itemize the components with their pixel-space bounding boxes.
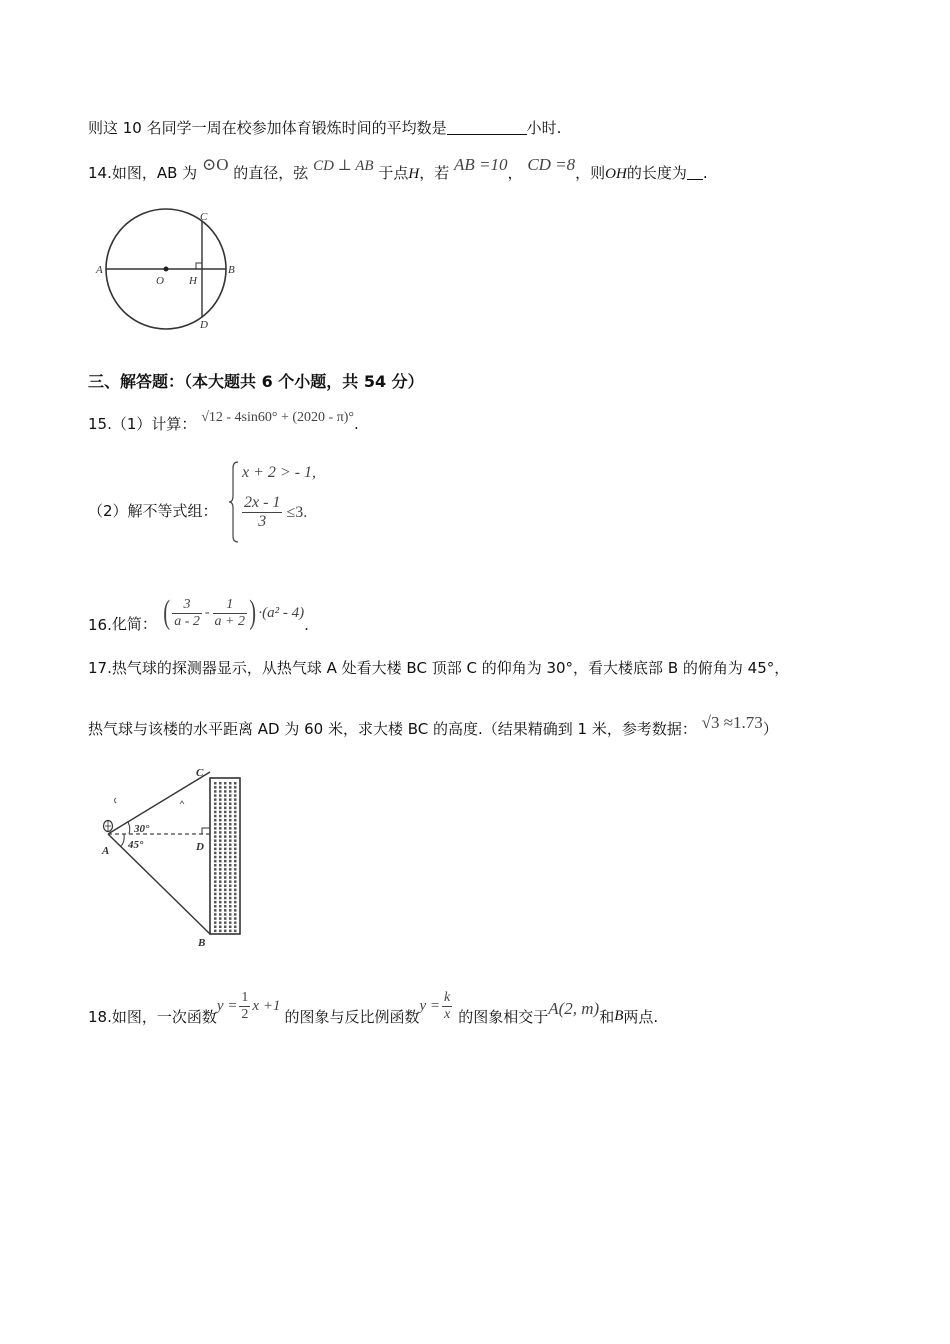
window-dot	[219, 819, 222, 822]
question-18	[88, 990, 658, 1027]
window-dot	[214, 926, 217, 929]
linear-lhs: y =	[216, 998, 238, 1014]
q15-part1-label: （1）计算：	[111, 415, 197, 433]
window-dot	[229, 790, 232, 793]
window-dot	[234, 897, 237, 900]
window-dot	[234, 913, 237, 916]
label-b: B	[198, 937, 206, 949]
q14-text-2: 的直径，弦	[233, 164, 309, 182]
inverse-lhs: y =	[419, 998, 440, 1014]
window-dot	[214, 893, 217, 896]
window-dot	[224, 909, 227, 912]
window-dot	[219, 803, 222, 806]
q14-text-6: 的长度为	[626, 164, 687, 182]
window-dot	[234, 930, 237, 933]
q17-text-1: 热气球的探测器显示，从热气球 A 处看大楼 BC 顶部 C 的仰角为 30°，看大楼底部 B 的俯角为 45°，	[111, 659, 790, 677]
window-dot	[229, 864, 232, 867]
inequality-2-fraction	[242, 494, 282, 531]
window-dot	[229, 823, 232, 826]
question-number: 18.	[88, 1007, 112, 1026]
window-dot	[234, 852, 237, 855]
window-dot	[224, 856, 227, 859]
window-dot	[229, 848, 232, 851]
window-dot	[214, 913, 217, 916]
window-dot	[219, 823, 222, 826]
window-dot	[234, 889, 237, 892]
window-dot	[224, 790, 227, 793]
question-17-line-2	[88, 713, 778, 739]
window-dot	[214, 909, 217, 912]
window-dot	[219, 897, 222, 900]
calc-expression: √12 - 4sin60° + (2020 - π)°	[201, 410, 355, 425]
window-dot	[219, 913, 222, 916]
fraction-2	[213, 597, 247, 630]
fraction-1-numerator: 3	[172, 597, 202, 614]
question-15-part-1	[88, 410, 359, 434]
linear-function	[217, 990, 281, 1023]
chord-perpendicular: CD ⊥ AB	[313, 158, 374, 174]
window-dot	[214, 880, 217, 883]
window-dot	[229, 831, 232, 834]
inequality-1: x + 2 > - 1,	[242, 464, 317, 481]
window-dot	[229, 815, 232, 818]
q18-text-1: 如图，一次函数	[111, 1008, 217, 1026]
window-dot	[234, 872, 237, 875]
point-b: B	[614, 1008, 624, 1024]
window-dot	[224, 864, 227, 867]
window-dot	[229, 930, 232, 933]
window-dot	[224, 893, 227, 896]
window-dot	[234, 798, 237, 801]
window-dot	[229, 860, 232, 863]
fraction-2-numerator: 1	[213, 597, 247, 614]
window-dot	[229, 811, 232, 814]
brace-icon	[228, 460, 240, 544]
window-dot	[214, 815, 217, 818]
angle-30-label: 30°	[134, 823, 150, 835]
window-dot	[224, 876, 227, 879]
label-d: D	[196, 841, 204, 853]
window-dot	[224, 905, 227, 908]
label-h: H	[189, 275, 197, 287]
label-o: O	[156, 275, 164, 287]
window-dot	[219, 926, 222, 929]
line-ab	[108, 834, 210, 934]
ab-length: AB =10	[454, 155, 508, 174]
label-a: A	[102, 845, 110, 857]
window-dot	[229, 827, 232, 830]
window-dot	[224, 889, 227, 892]
window-dot	[234, 885, 237, 888]
window-dot	[234, 839, 237, 842]
q13-text: 则这 10 名同学一周在校参加体育锻炼时间的平均数是	[88, 119, 447, 137]
window-dot	[229, 880, 232, 883]
window-dot	[219, 782, 222, 785]
window-dot	[214, 827, 217, 830]
window-dot	[214, 848, 217, 851]
window-dot	[219, 815, 222, 818]
window-dot	[234, 811, 237, 814]
window-dot	[224, 885, 227, 888]
window-dot	[224, 835, 227, 838]
window-dot	[229, 897, 232, 900]
window-dot	[234, 926, 237, 929]
window-dot	[219, 831, 222, 834]
window-dot	[214, 885, 217, 888]
window-dot	[224, 913, 227, 916]
window-dot	[219, 844, 222, 847]
window-dot	[224, 794, 227, 797]
window-dot	[224, 831, 227, 834]
section-heading: 三、解答题：（本大题共 6 个小题，共 54 分）	[88, 372, 424, 391]
window-dot	[214, 786, 217, 789]
window-dot	[224, 848, 227, 851]
window-dot	[214, 798, 217, 801]
fraction-numerator: 1	[241, 990, 249, 1005]
window-dot	[219, 876, 222, 879]
window-dot	[219, 880, 222, 883]
window-dot	[229, 856, 232, 859]
window-dot	[214, 819, 217, 822]
window-dot	[224, 815, 227, 818]
window-dot	[234, 917, 237, 920]
window-dot	[229, 926, 232, 929]
window-dot	[214, 803, 217, 806]
window-dot	[224, 823, 227, 826]
window-dot	[219, 794, 222, 797]
window-dot	[214, 835, 217, 838]
angle-45-arc	[121, 834, 124, 846]
window-dot	[219, 930, 222, 933]
window-dot	[224, 917, 227, 920]
window-dot	[229, 798, 232, 801]
window-dot	[229, 868, 232, 871]
question-number: 15.	[88, 415, 112, 433]
window-dot	[214, 901, 217, 904]
window-dot	[234, 831, 237, 834]
window-dot	[234, 909, 237, 912]
circle-o-symbol: ⊙O	[201, 155, 229, 174]
window-dot	[219, 827, 222, 830]
q18-text-4: 和	[599, 1008, 615, 1026]
label-b: B	[228, 264, 235, 276]
window-dot	[234, 868, 237, 871]
fraction-numerator: 2x - 1	[244, 494, 281, 511]
window-dot	[234, 790, 237, 793]
window-dot	[219, 835, 222, 838]
window-dot	[229, 921, 232, 924]
window-dot	[214, 852, 217, 855]
mark-icon	[180, 801, 184, 804]
figure-circle-diagram	[92, 206, 242, 334]
q15-end: .	[354, 415, 359, 433]
window-dot	[224, 803, 227, 806]
window-dot	[229, 794, 232, 797]
window-dot	[234, 815, 237, 818]
window-dot	[234, 786, 237, 789]
label-d: D	[200, 319, 208, 331]
answer-blank	[687, 165, 703, 180]
window-dot	[229, 893, 232, 896]
window-dot	[234, 860, 237, 863]
linear-rhs: x +1	[252, 998, 281, 1014]
answer-blank	[447, 120, 527, 135]
window-dot	[214, 844, 217, 847]
window-dot	[229, 819, 232, 822]
q15-part-2-label: （2）解不等式组：	[88, 502, 218, 520]
window-dot	[214, 917, 217, 920]
angle-30-arc	[128, 822, 130, 834]
question-17-line-1	[88, 657, 789, 678]
window-dot	[234, 880, 237, 883]
question-number: 14.	[88, 164, 112, 182]
window-dot	[229, 839, 232, 842]
window-dot	[234, 848, 237, 851]
q14-text-1: 如图，AB 为	[111, 164, 198, 182]
window-dot	[219, 848, 222, 851]
question-16	[88, 596, 309, 634]
window-dot	[229, 889, 232, 892]
window-dot	[229, 901, 232, 904]
window-dot	[219, 917, 222, 920]
window-dot	[219, 811, 222, 814]
window-dot	[234, 807, 237, 810]
question-14	[88, 155, 708, 183]
line-ac	[108, 772, 210, 834]
window-dot	[224, 901, 227, 904]
window-dot	[224, 926, 227, 929]
window-dot	[234, 901, 237, 904]
window-dot	[219, 839, 222, 842]
angle-45-label: 45°	[128, 839, 144, 851]
window-dot	[234, 856, 237, 859]
window-dot	[229, 807, 232, 810]
inverse-fraction	[442, 990, 452, 1023]
window-dot	[219, 921, 222, 924]
window-dot	[229, 909, 232, 912]
fraction-1-denominator: a - 2	[174, 613, 200, 629]
window-dot	[224, 897, 227, 900]
q16-end: .	[304, 616, 309, 634]
window-dot	[219, 798, 222, 801]
window-dot	[214, 921, 217, 924]
window-dot	[224, 872, 227, 875]
window-dot	[219, 885, 222, 888]
window-dot	[219, 790, 222, 793]
window-dot	[229, 913, 232, 916]
fraction-denominator: x	[443, 1007, 451, 1022]
window-dot	[214, 868, 217, 871]
window-dot	[229, 844, 232, 847]
window-dot	[224, 807, 227, 810]
mark-icon	[115, 798, 117, 803]
fraction-denominator: 2	[241, 1007, 249, 1022]
window-dot	[224, 839, 227, 842]
window-dot	[214, 823, 217, 826]
window-dot	[224, 930, 227, 933]
window-dot	[234, 835, 237, 838]
window-dot	[224, 860, 227, 863]
window-dot	[214, 790, 217, 793]
window-dot	[224, 868, 227, 871]
window-dot	[219, 893, 222, 896]
window-dot	[229, 803, 232, 806]
q13-suffix: 小时.	[526, 119, 562, 137]
window-dot	[214, 889, 217, 892]
window-dot	[229, 876, 232, 879]
window-dot	[229, 885, 232, 888]
window-dot	[229, 782, 232, 785]
right-angle-mark	[202, 828, 210, 834]
window-dot	[219, 860, 222, 863]
window-dot	[234, 921, 237, 924]
q14-end: .	[702, 164, 708, 182]
window-dot	[219, 856, 222, 859]
question-number: 17.	[88, 659, 112, 677]
q18-text-3: 的图象相交于	[458, 1008, 549, 1026]
fraction-denominator: 3	[258, 513, 267, 530]
fraction-2-denominator: a + 2	[214, 613, 245, 629]
window-dot	[214, 864, 217, 867]
window-dot	[234, 893, 237, 896]
window-dot	[224, 819, 227, 822]
label-c: C	[196, 767, 204, 779]
window-dot	[229, 905, 232, 908]
window-dot	[214, 794, 217, 797]
right-angle-mark	[196, 263, 202, 269]
window-dot	[234, 782, 237, 785]
window-dot	[234, 803, 237, 806]
window-dot	[214, 930, 217, 933]
window-dot	[229, 872, 232, 875]
window-dot	[219, 807, 222, 810]
window-dot	[219, 905, 222, 908]
q17-close: ）	[762, 720, 778, 738]
label-c: C	[200, 211, 208, 223]
point-h: H	[408, 166, 420, 182]
window-dot	[219, 864, 222, 867]
point-a: A(2, m)	[548, 998, 600, 1018]
window-dot	[224, 782, 227, 785]
q14-text-3: 于点	[378, 164, 409, 182]
q16-label: 化简：	[111, 615, 157, 633]
window-dot	[224, 786, 227, 789]
sqrt3-approx: √3 ≈1.73	[701, 713, 763, 732]
window-dot	[229, 786, 232, 789]
window-dot	[219, 909, 222, 912]
fraction-1	[172, 597, 202, 630]
multiply-term: ·(a² - 4)	[258, 604, 305, 621]
window-dot	[224, 852, 227, 855]
window-dot	[229, 835, 232, 838]
window-dot	[224, 880, 227, 883]
window-dot	[234, 876, 237, 879]
inequality-system	[228, 460, 338, 544]
window-dot	[214, 897, 217, 900]
inequality-2	[242, 494, 307, 531]
question-number: 16.	[88, 616, 112, 634]
window-dot	[219, 868, 222, 871]
linear-fraction	[239, 990, 250, 1023]
simplify-expression	[161, 594, 304, 632]
window-dot	[219, 786, 222, 789]
window-dot	[224, 921, 227, 924]
window-dot	[229, 917, 232, 920]
inequality-2-relation: ≤3.	[286, 503, 308, 521]
label-a: A	[96, 264, 103, 276]
q17-text-2: 热气球与该楼的水平距离 AD 为 60 米，求大楼 BC 的高度.（结果精确到 1 米，参考数据：	[88, 720, 697, 738]
window-dot	[234, 794, 237, 797]
window-dot	[234, 844, 237, 847]
window-dot	[229, 852, 232, 855]
minus-sign: -	[204, 605, 210, 620]
window-dot	[214, 782, 217, 785]
window-dot	[224, 811, 227, 814]
window-dot	[214, 811, 217, 814]
window-dot	[219, 901, 222, 904]
window-dot	[224, 844, 227, 847]
window-dot	[214, 831, 217, 834]
window-dot	[214, 876, 217, 879]
window-dot	[224, 798, 227, 801]
inverse-function	[419, 990, 454, 1023]
window-dot	[214, 839, 217, 842]
q18-text-5: 两点.	[623, 1008, 659, 1026]
left-paren: (	[163, 594, 170, 631]
window-dot	[214, 872, 217, 875]
window-dot	[224, 827, 227, 830]
figure-balloon-building	[98, 764, 248, 950]
window-dot	[234, 819, 237, 822]
q14-text-5: ，则	[575, 164, 606, 182]
cd-length: CD =8	[527, 155, 576, 174]
fraction-numerator: k	[443, 990, 451, 1005]
right-paren: )	[249, 594, 257, 631]
window-dot	[219, 852, 222, 855]
window-dot	[219, 889, 222, 892]
center-point	[164, 267, 169, 272]
segment-oh: OH	[605, 166, 627, 182]
window-dot	[234, 823, 237, 826]
window-dot	[234, 864, 237, 867]
window-dot	[219, 872, 222, 875]
q14-text-4: ，若	[419, 164, 450, 182]
window-dot	[214, 905, 217, 908]
q18-text-2: 的图象与反比例函数	[284, 1008, 420, 1026]
window-dot	[214, 856, 217, 859]
window-dot	[214, 860, 217, 863]
window-dot	[234, 827, 237, 830]
window-dot	[234, 905, 237, 908]
q14-comma: ，	[507, 164, 523, 182]
window-dot	[214, 807, 217, 810]
q13-tail-line	[88, 117, 561, 138]
